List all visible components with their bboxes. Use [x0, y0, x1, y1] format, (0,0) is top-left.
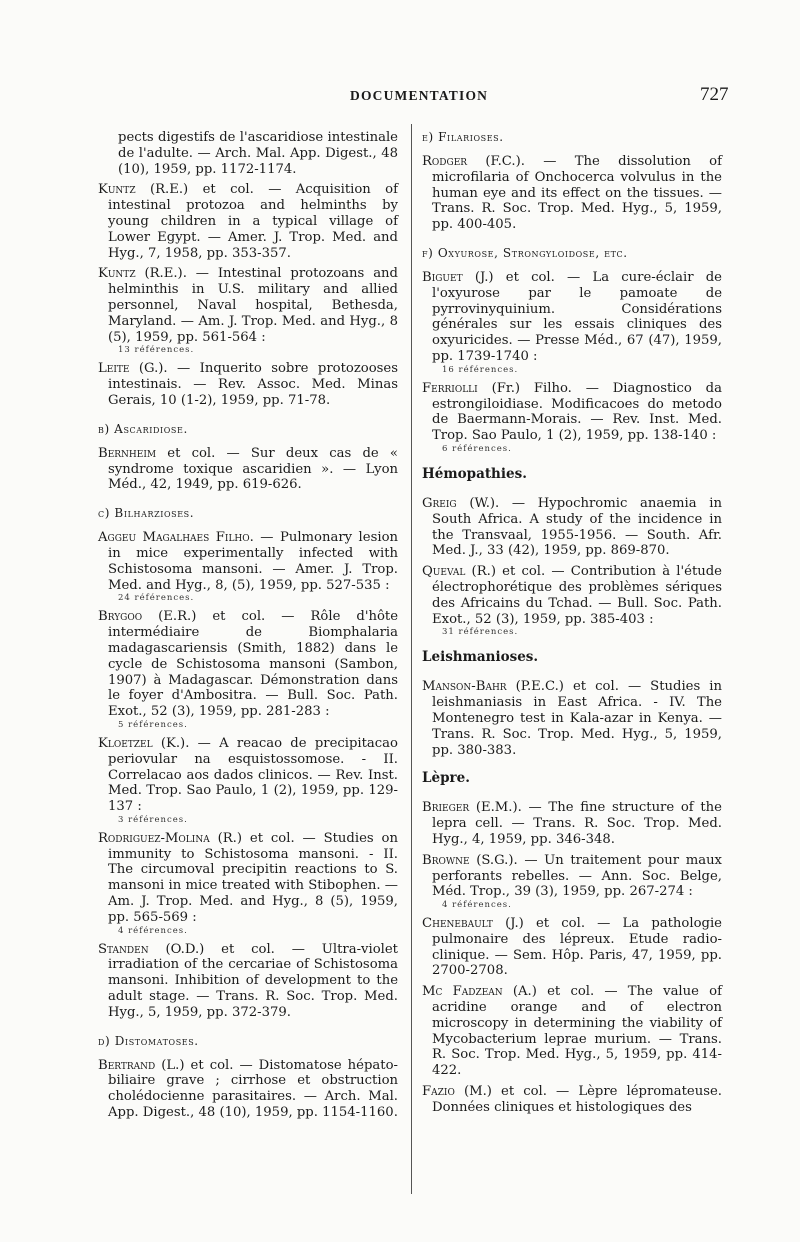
entry-text: — The fine structure of the lepra cell. — Trans. R. Soc. Trop. Med. Hyg., 4, 1959, pp. 346-348. — [432, 800, 722, 847]
author-name: Brygoo — [98, 609, 143, 625]
section-heading: c) Bilharzioses. — [98, 506, 195, 521]
bibliography-entry — [422, 853, 722, 900]
author-name: Ferriolli — [422, 380, 478, 396]
author-name: Aggeu Magalhaes Filho. — [98, 530, 254, 546]
bibliography-entry — [98, 446, 398, 493]
bibliography-entry — [422, 154, 722, 233]
entry-text: et col. — La pathologie pulmonaire des lépreux. Etude radio-clinique. — Sem. Hôp. Paris, 47, 1959, pp. 2700-2708. — [432, 916, 722, 979]
author-name: Fazio — [422, 1084, 455, 1100]
author-name: Rodger — [422, 154, 468, 169]
entry-text: et col. — Sur deux cas de « syndrome toxique ascaridien ». — Lyon Méd., 42, 1949, pp. 619-626. — [108, 445, 398, 493]
author-name: Greig — [422, 495, 457, 511]
references-count: 16 références. — [442, 364, 519, 375]
references-count: 6 références. — [442, 443, 512, 454]
running-title: DOCUMENTATION — [350, 88, 489, 103]
bibliography-entry — [422, 916, 722, 979]
entry-text: et col. — Distomatose hépato-biliaire grave ; cirrhose et obstruction cholédocienne parasitaires. — Arch. Mal. App. Digest., 48 (10), 1959, pp. 1154-1160. — [108, 1057, 398, 1121]
entry-text: et col. — La cure-éclair de l'oxyurose par le pamoate de pyrrovinyquinium. Considérations générales sur les essais cliniques des oxyuricides. — Presse Méd., 67 (47), 1959, pp. 1739-1740 : — [432, 269, 722, 364]
bibliography-entry — [422, 381, 722, 444]
entry-text: — A reacao de precipitacao periovular na esquistossomose. - II. Correlacao aos dados clinicos. — Rev. Inst. Med. Trop. Sao Paulo, 1 (2), 1959, pp. 129-137 : — [108, 735, 398, 815]
bibliography-entry — [422, 800, 722, 847]
section-heading: d) Distomatoses. — [98, 1033, 199, 1048]
bibliography-entry — [98, 1058, 398, 1121]
author-initials: (R.) — [217, 830, 243, 846]
references-count: 13 références. — [118, 345, 195, 356]
author-name: Bernheim — [98, 445, 157, 461]
bibliography-entry — [422, 984, 722, 1079]
section-heading: f) Oxyurose, Strongyloidose, etc. — [422, 245, 628, 260]
bibliography-entry — [98, 361, 398, 408]
author-initials: (S.G.). — [476, 852, 518, 868]
author-name: Kloetzel — [98, 735, 153, 751]
category-heading: Leishmanioses. — [422, 649, 539, 666]
author-initials: (L.) — [161, 1057, 185, 1073]
author-name: Standen — [98, 941, 149, 957]
author-name: Biguet — [422, 269, 463, 285]
author-name: Kuntz — [98, 182, 136, 198]
entry-text: et col. — Studies in leishmaniasis in East Africa. - IV. The Montenegro test in Kala-azar in Kenya. — Trans. R. Soc. Trop. Med. Hyg., 5, 1959, pp. 380-383. — [432, 679, 722, 758]
section-heading: e) Filarioses. — [422, 130, 504, 144]
author-name: Queval — [422, 564, 466, 580]
references-count: 3 références. — [118, 814, 188, 825]
bibliography-entry — [98, 831, 398, 926]
category-heading: Hémopathies. — [422, 465, 527, 482]
entry-text: — Pulmonary lesion in mice experimentally infected with Schistosoma mansoni. — Amer. J. Trop. Med. and Hyg., 8, (5), 1959, pp. 527-535 : — [108, 530, 399, 593]
entry-text: et col. — Ultra-violet irradiation of the cercariae of Schistosoma mansoni. Inhibition of development to the adult stage. — Trans. R. Soc. Trop. Med. Hyg., 5, 1959, pp. 372-379. — [108, 941, 398, 1020]
bibliography-entry — [422, 679, 722, 758]
bibliography-entry — [98, 609, 398, 720]
author-initials: (W.). — [469, 495, 500, 511]
bibliography-entry — [98, 182, 398, 261]
author-name: Bertrand — [98, 1057, 156, 1073]
section-heading: b) Ascaridiose. — [98, 421, 188, 436]
references-count: 4 références. — [442, 900, 512, 911]
author-name: Leite — [98, 361, 130, 377]
column-divider — [411, 124, 412, 1194]
references-count: 31 références. — [442, 627, 519, 638]
author-initials: (J.) — [505, 916, 524, 932]
author-initials: (F.C.). — [485, 154, 525, 169]
bibliography-entry — [422, 496, 722, 559]
page-header — [0, 86, 800, 110]
entry-text: — The dissolution of microfilaria of Onchocerca volvulus in the human eye and its effect on the tissues. — Trans. R. Soc. Trop. Med. Hyg., 5, 1959, pp. 400-405. — [432, 154, 722, 233]
references-count: 24 références. — [118, 593, 195, 604]
author-initials: (A.) — [512, 984, 537, 1000]
bibliography-entry — [98, 266, 398, 345]
entry-text: et col. — Rôle d'hôte intermédiaire de Biomphalaria madagascariensis (Smith, 1882) dans le cycle de Schistosoma mansoni (Sambon, 1907) à Madagascar. Démonstration dans le foyer d'Ambositra. — Bull. Soc. Path. Exot., 52 (3), 1959, pp. 281-283 : — [108, 609, 398, 720]
left-column — [98, 130, 398, 1126]
author-initials: (Fr.) — [491, 380, 521, 396]
author-name: Manson-Bahr — [422, 679, 507, 695]
entry-text: — Inquerito sobre protozooses intestinais. — Rev. Assoc. Med. Minas Gerais, 10 (1-2), 1959, pp. 71-78. — [108, 361, 398, 408]
author-initials: (J.) — [474, 269, 494, 285]
bibliography-entry: pects digestifs de l'ascaridiose intestinale de l'adulte. — Arch. Mal. App. Digest., 48 (10), 1959, pp. 1172-1174. — [118, 130, 398, 177]
author-name: Chenebault — [422, 916, 493, 932]
author-initials: (K.). — [160, 735, 190, 751]
page-number: 727 — [700, 84, 729, 105]
right-column — [422, 130, 722, 1121]
author-name: Browne — [422, 852, 470, 868]
author-initials: (E.R.) — [158, 609, 197, 625]
bibliography-entry — [98, 942, 398, 1021]
entry-text: — Intestinal protozoans and helminthis in U.S. military and allied personnel, Naval hospital, Bethesda, Maryland. — Am. J. Trop. Med. and Hyg., 8 (5), 1959, pp. 561-564 : — [108, 266, 398, 345]
entry-text: Filho. — Diagnostico da estrongiloidiase. Modificacoes do metodo de Baermann-Morais. — Rev. Inst. Med. Trop. Sao Paulo, 1 (2), 1959, pp. 138-140 : — [432, 380, 722, 444]
author-initials: (G.). — [138, 361, 168, 377]
author-initials: (O.D.) — [165, 941, 205, 957]
author-name: Mc Fadzean — [422, 984, 503, 1000]
bibliography-entry — [98, 736, 398, 815]
author-initials: (R.) — [471, 564, 496, 580]
entry-text: et col. — Studies on immunity to Schistosoma mansoni. - II. The circumoval precipitin reactions to S. mansoni in mice treated with Stibophen. — Am. J. Trop. Med. and Hyg., 8 (5), 1959, pp. 565-569 : — [108, 830, 398, 925]
references-count: 4 références. — [118, 925, 188, 936]
author-initials: (R.E.) — [149, 182, 189, 198]
author-name: Kuntz — [98, 266, 136, 282]
category-heading: Lèpre. — [422, 770, 470, 787]
bibliography-entry — [422, 564, 722, 627]
author-initials: (R.E.). — [144, 266, 187, 282]
entry-text: et col. — Acquisition of intestinal protozoa and helminths by young children in a typical village of Lower Egypt. — Amer. J. Trop. Med. and Hyg., 7, 1958, pp. 353-357. — [108, 182, 398, 261]
author-initials: (P.E.C.) — [515, 679, 564, 695]
entry-text: — Hypochromic anaemia in South Africa. A study of the incidence in the Transvaal, 1955-1956. — South. Afr. Med. J., 33 (42), 1959, pp. 869-870. — [432, 495, 722, 559]
entry-text: et col. — Lèpre lépromateuse. Données cliniques et histologiques des — [432, 1084, 722, 1115]
author-initials: (M.) — [463, 1084, 492, 1100]
references-count: 5 références. — [118, 719, 188, 730]
author-name: Brieger — [422, 800, 470, 816]
author-name: Rodriguez-Molina — [98, 830, 210, 846]
bibliography-entry — [422, 270, 722, 365]
author-initials: (E.M.). — [475, 800, 522, 816]
entry-text: et col. — The value of acridine orange and of electron microscopy in determining the viability of Mycobacterium leprae murium. — Trans. R. Soc. Trop. Med. Hyg., 5, 1959, pp. 414-422. — [432, 984, 722, 1079]
bibliography-entry — [422, 1084, 722, 1116]
bibliography-entry — [98, 530, 398, 593]
entry-text: — Un traitement pour maux perforants rebelles. — Ann. Soc. Belge, Méd. Trop., 39 (3), 1959, pp. 267-274 : — [432, 852, 722, 900]
entry-text: et col. — Contribution à l'étude électrophorétique des problèmes sériques des Africains du Tchad. — Bull. Soc. Path. Exot., 52 (3), 1959, pp. 385-403 : — [432, 564, 722, 627]
